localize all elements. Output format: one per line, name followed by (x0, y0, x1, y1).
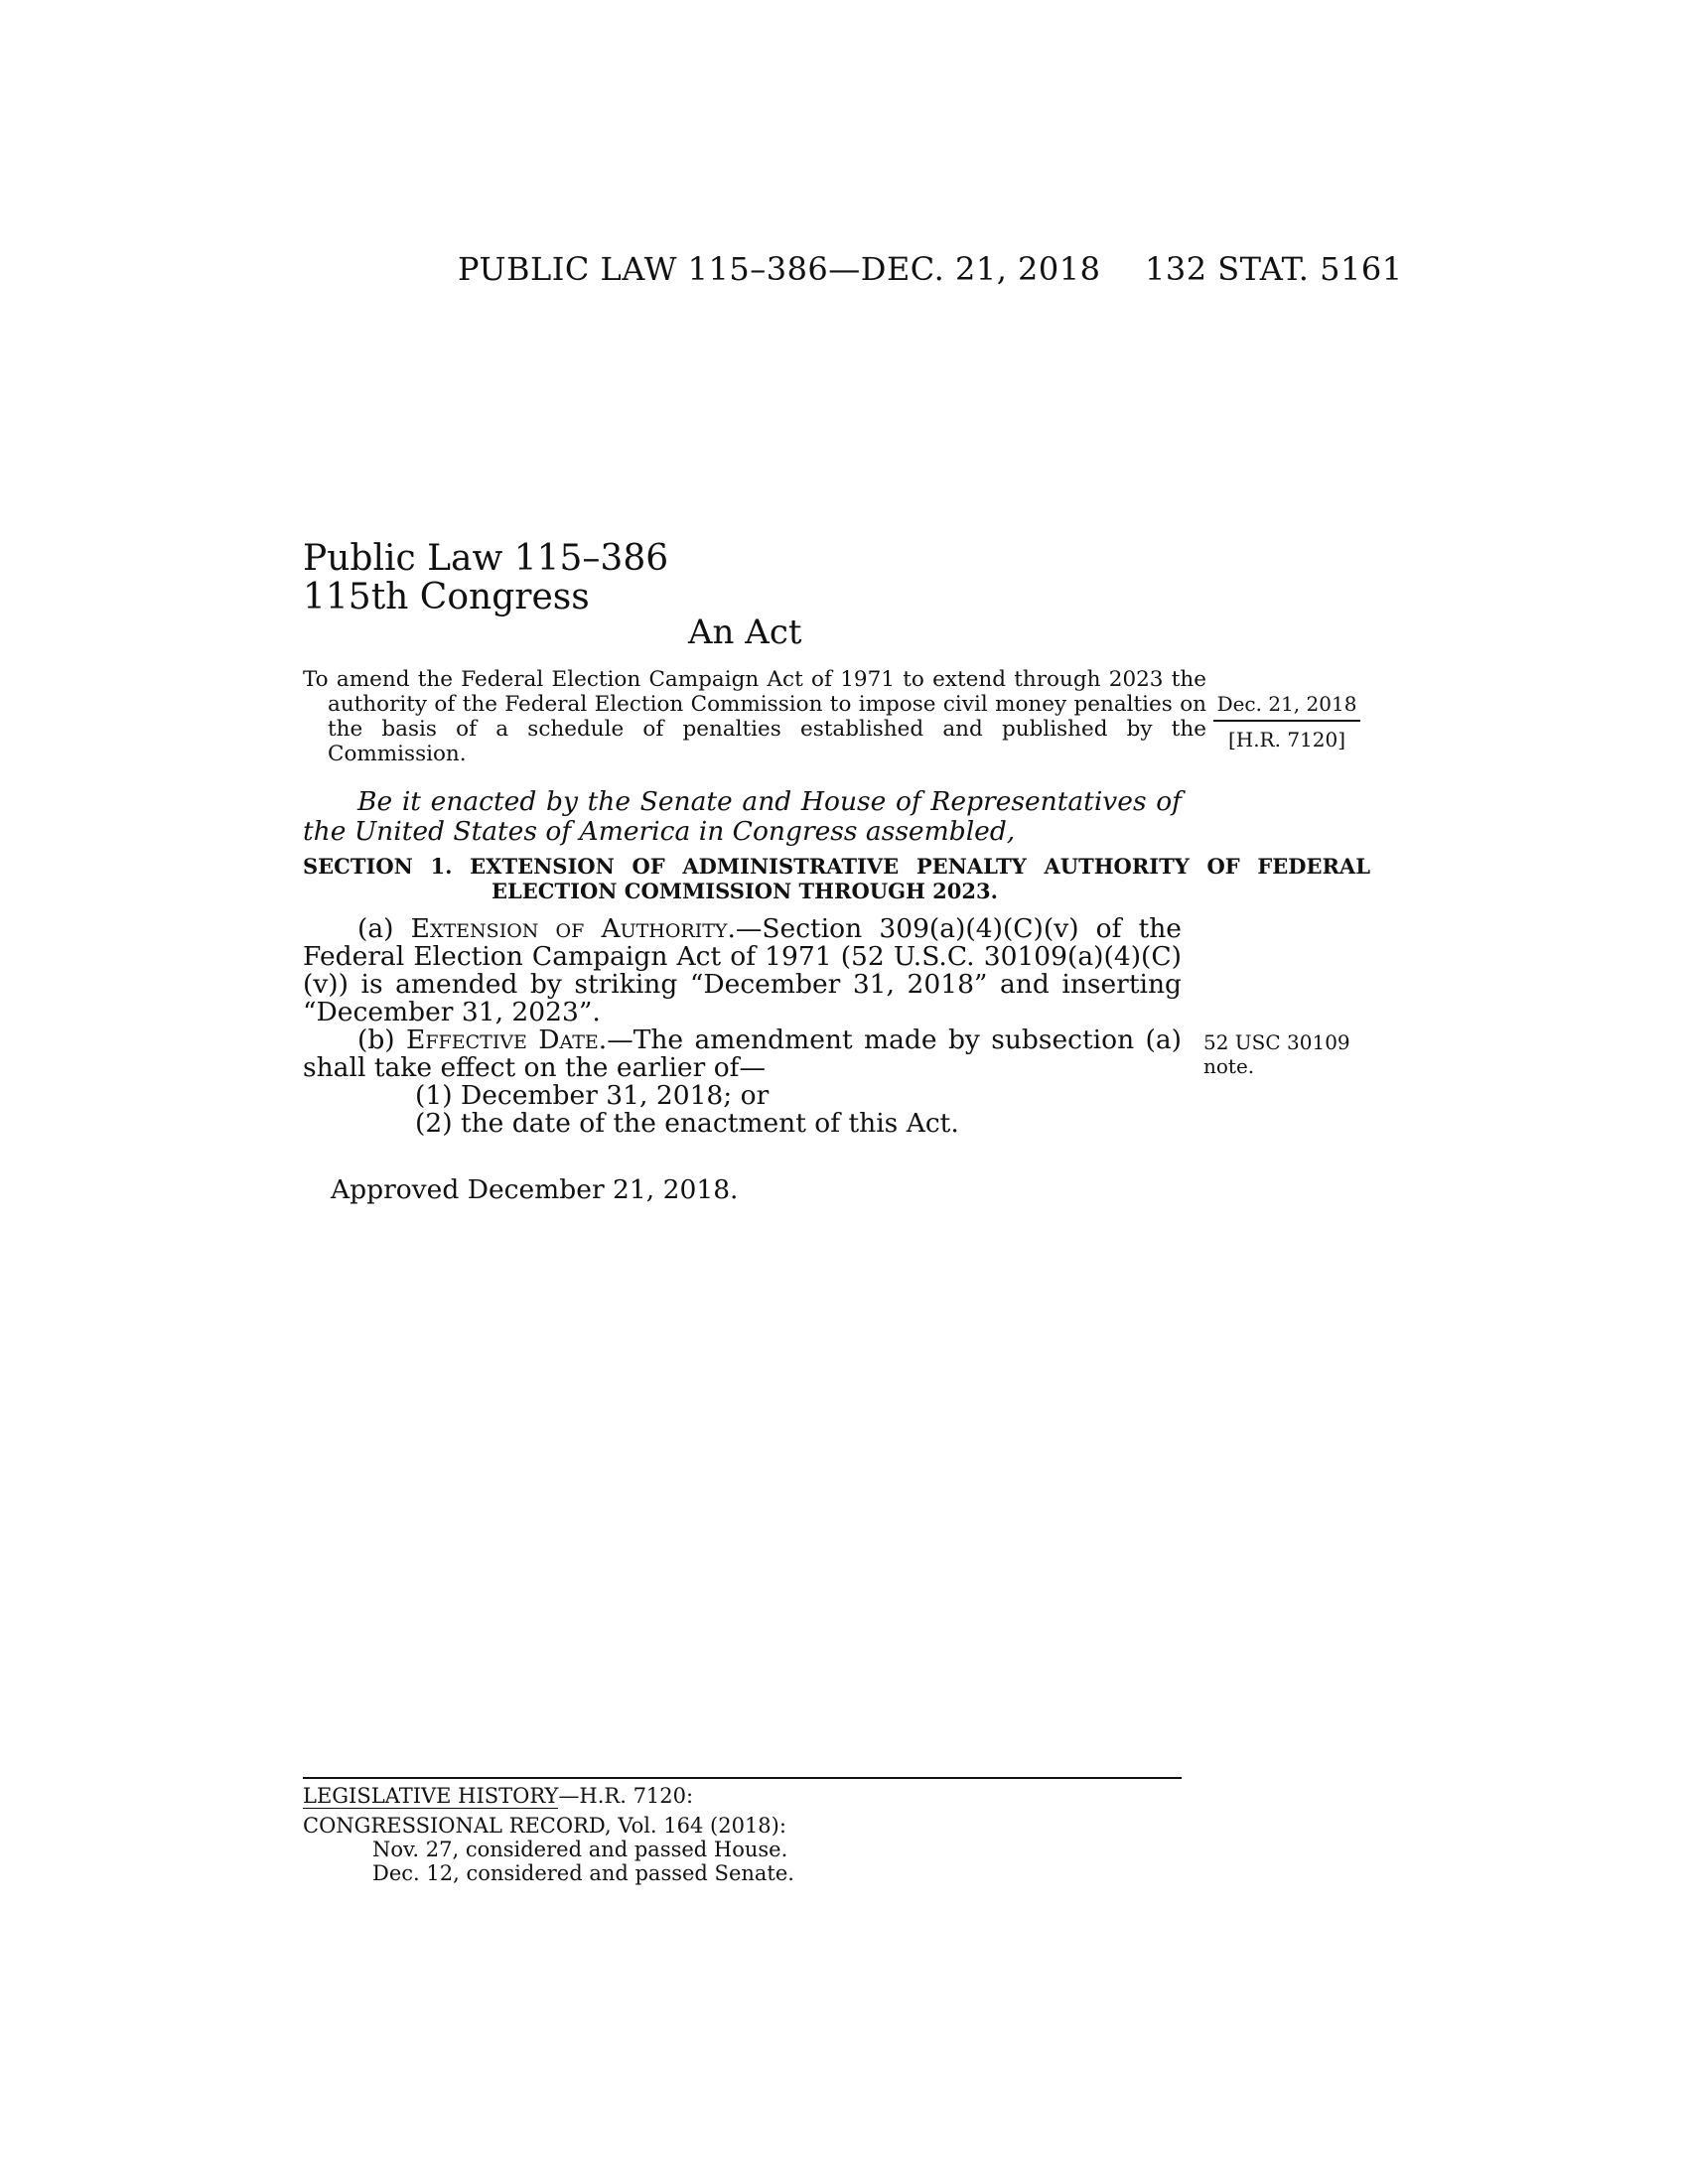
act-heading: An Act (688, 613, 802, 652)
margin-note-date: Dec. 21, 2018 (1216, 692, 1357, 716)
margin-note-usc-line2: note. (1203, 1054, 1255, 1078)
margin-note-usc (1203, 1030, 1350, 1078)
subsection-b-heading: Effective Date. (406, 1024, 608, 1055)
subsection-b-text: —The amendment made by subsection (a) shall take effect on the earlier of— (303, 1024, 1182, 1083)
statute-page-number: 132 STAT. 5161 (1145, 250, 1403, 288)
subsection-a (303, 915, 1182, 1026)
law-number: Public Law 115–386 (303, 538, 669, 579)
subsection-a-label: (a) (357, 913, 394, 944)
purpose-statement: To amend the Federal Election Campaign Act of 1971 to extend through 2023 the authority of the Federal Election Commission to impose civil money penalties on the basis of a schedule of penalties established and published by the Commission. (303, 667, 1206, 766)
congressional-record: CONGRESSIONAL RECORD, Vol. 164 (2018): (303, 1814, 786, 1838)
congress: 115th Congress (303, 577, 590, 617)
subsection-a-heading: Extension of Authority. (410, 913, 736, 944)
paragraph-item: (2) the date of the enactment of this Act. (415, 1108, 959, 1139)
approval-line: Approved December 21, 2018. (331, 1174, 739, 1205)
margin-note-usc-line1: 52 USC 30109 (1203, 1030, 1350, 1054)
history-entry: Nov. 27, considered and passed House. (372, 1838, 788, 1861)
margin-note-divider (1213, 720, 1360, 722)
subsection-b-label: (b) (357, 1024, 395, 1055)
footnote-divider (303, 1777, 1182, 1779)
subsection-a-text: —Section 309(a)(4)(C)(v) of the Federal Election Campaign Act of 1971 (52 U.S.C. 30109(a)(4)(C)(v)) is amended by striking “December 31, 2018” and inserting “December 31, 2023”. (303, 913, 1182, 1027)
running-head-left: PUBLIC LAW 115–386—DEC. 21, 2018 (458, 250, 1101, 288)
margin-note-bill: [H.R. 7120] (1227, 728, 1346, 751)
section-heading: SECTION 1. EXTENSION OF ADMINISTRATIVE PENALTY AUTHORITY OF FEDERAL ELECTION COMMISSION THROUGH 2023. (303, 854, 1370, 903)
legislative-history-label: LEGISLATIVE HISTORY (303, 1784, 559, 1808)
history-entry: Dec. 12, considered and passed Senate. (372, 1861, 794, 1885)
enacting-clause: Be it enacted by the Senate and House of Representatives of the United States of America in Congress assembled, (303, 786, 1182, 847)
legislative-history-title (303, 1784, 693, 1808)
legislative-history-bill: —H.R. 7120: (558, 1784, 694, 1808)
paragraph-item: (1) December 31, 2018; or (415, 1080, 770, 1111)
subsection-b (303, 1026, 1182, 1082)
